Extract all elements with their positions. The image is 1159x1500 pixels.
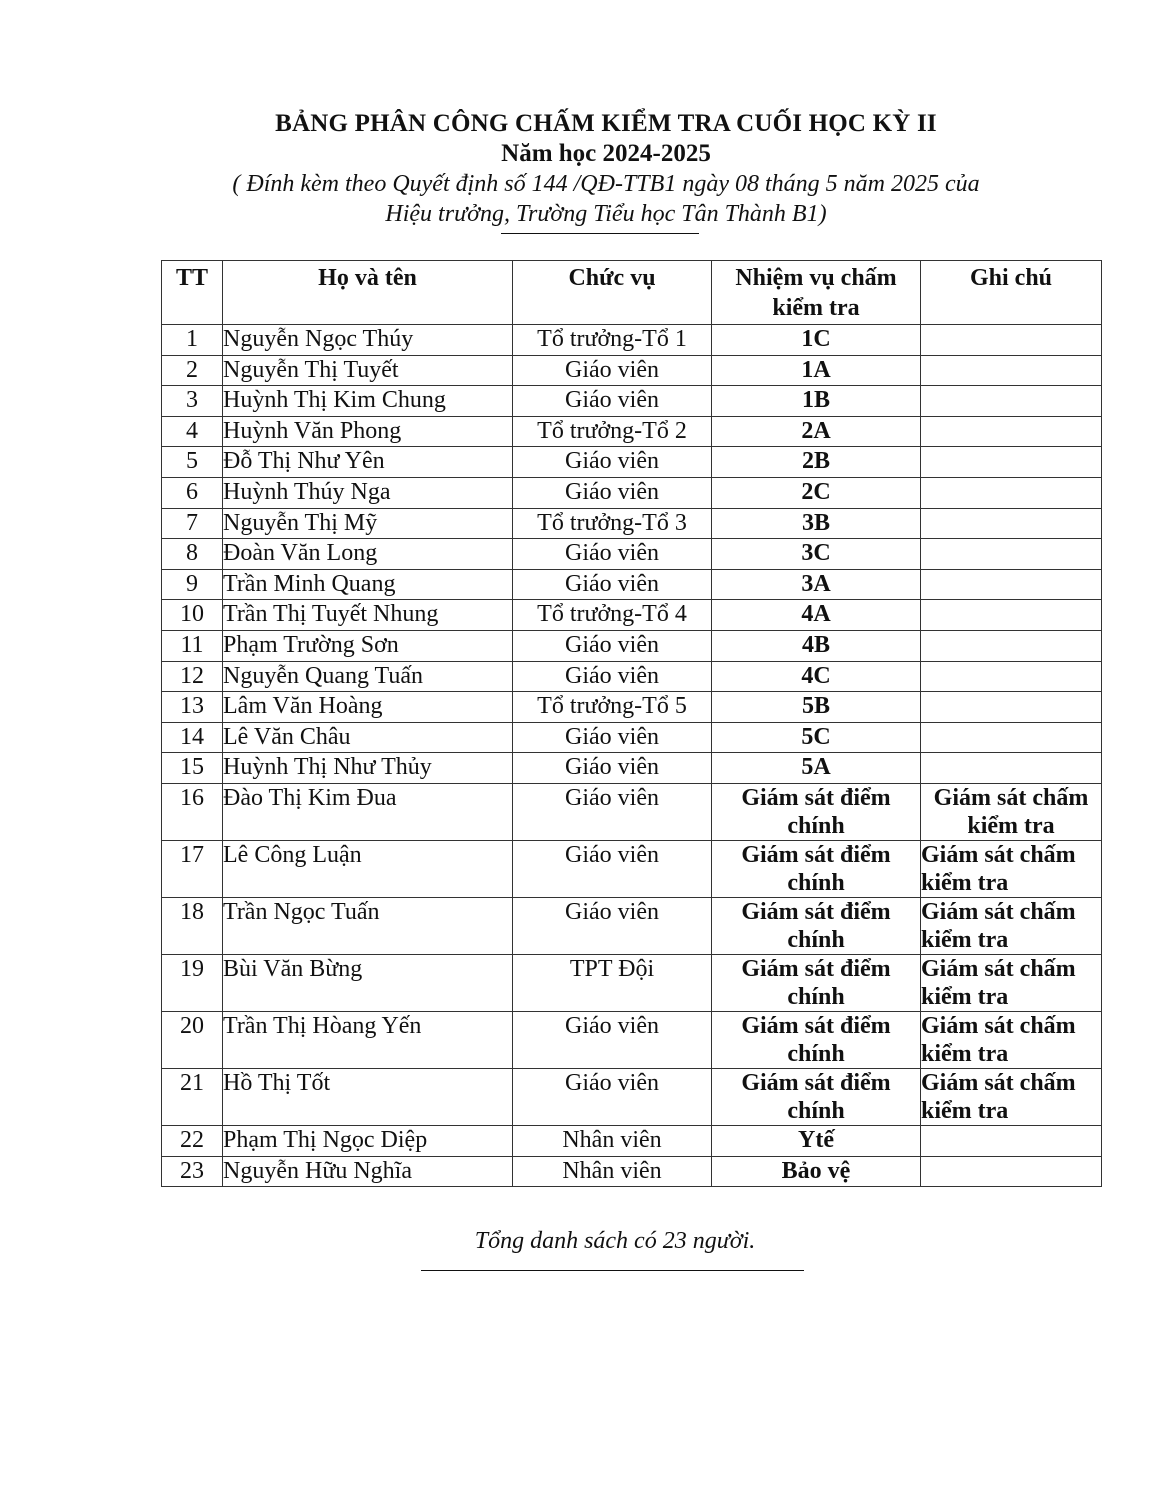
row-number: 11 xyxy=(162,630,223,661)
row-number: 23 xyxy=(162,1156,223,1187)
staff-position: Tổ trưởng-Tổ 2 xyxy=(513,416,712,447)
staff-position: TPT Đội xyxy=(513,954,712,1011)
staff-position: Giáo viên xyxy=(513,386,712,417)
staff-name: Nguyễn Ngọc Thúy xyxy=(223,325,513,356)
grading-task: Bảo vệ xyxy=(712,1156,921,1187)
staff-name: Nguyễn Hữu Nghĩa xyxy=(223,1156,513,1187)
header-task: Nhiệm vụ chấm kiểm tra xyxy=(712,261,921,325)
staff-name: Nguyễn Quang Tuấn xyxy=(223,661,513,692)
staff-position: Giáo viên xyxy=(513,1068,712,1125)
header-note: Ghi chú xyxy=(921,261,1102,325)
staff-name: Lâm Văn Hoàng xyxy=(223,692,513,723)
row-number: 3 xyxy=(162,386,223,417)
table-row xyxy=(162,1068,1102,1125)
table-row xyxy=(162,569,1102,600)
grading-task: 2C xyxy=(712,477,921,508)
table-row xyxy=(162,508,1102,539)
grading-task: 5B xyxy=(712,692,921,723)
grading-task: Giám sát điểm chính xyxy=(712,1011,921,1068)
row-number: 4 xyxy=(162,416,223,447)
note-cell xyxy=(921,600,1102,631)
table-row xyxy=(162,840,1102,897)
school-year: Năm học 2024-2025 xyxy=(501,140,711,167)
note-cell: Giám sát chấm kiểm tra xyxy=(921,1068,1102,1125)
grading-task: 2A xyxy=(712,416,921,447)
staff-position: Giáo viên xyxy=(513,1011,712,1068)
grading-task: 3C xyxy=(712,539,921,570)
header-position: Chức vụ xyxy=(513,261,712,325)
row-number: 15 xyxy=(162,753,223,784)
row-number: 10 xyxy=(162,600,223,631)
table-row xyxy=(162,355,1102,386)
note-cell: Giám sát chấm kiểm tra xyxy=(921,954,1102,1011)
table-row xyxy=(162,897,1102,954)
row-number: 14 xyxy=(162,722,223,753)
staff-name: Nguyễn Thị Tuyết xyxy=(223,355,513,386)
staff-name: Hồ Thị Tốt xyxy=(223,1068,513,1125)
staff-position: Giáo viên xyxy=(513,783,712,840)
staff-position: Nhân viên xyxy=(513,1125,712,1156)
staff-position: Tổ trưởng-Tổ 3 xyxy=(513,508,712,539)
staff-position: Giáo viên xyxy=(513,569,712,600)
note-cell: Giám sát chấm kiểm tra xyxy=(921,1011,1102,1068)
staff-name: Trần Minh Quang xyxy=(223,569,513,600)
footer-divider xyxy=(421,1270,804,1271)
row-number: 2 xyxy=(162,355,223,386)
table-row xyxy=(162,386,1102,417)
table-row xyxy=(162,661,1102,692)
staff-name: Đoàn Văn Long xyxy=(223,539,513,570)
table-row xyxy=(162,1125,1102,1156)
grading-task: 3A xyxy=(712,569,921,600)
staff-position: Giáo viên xyxy=(513,630,712,661)
table-row xyxy=(162,692,1102,723)
row-number: 9 xyxy=(162,569,223,600)
note-cell xyxy=(921,355,1102,386)
note-cell xyxy=(921,661,1102,692)
staff-name: Đào Thị Kim Đua xyxy=(223,783,513,840)
staff-name: Đỗ Thị Như Yên xyxy=(223,447,513,478)
row-number: 13 xyxy=(162,692,223,723)
staff-name: Trần Thị Tuyết Nhung xyxy=(223,600,513,631)
staff-position: Giáo viên xyxy=(513,477,712,508)
staff-position: Tổ trưởng-Tổ 4 xyxy=(513,600,712,631)
document-title: BẢNG PHÂN CÔNG CHẤM KIỂM TRA CUỐI HỌC KỲ II xyxy=(275,110,937,137)
grading-task: Giám sát điểm chính xyxy=(712,897,921,954)
grading-task: Giám sát điểm chính xyxy=(712,954,921,1011)
attachment-line-2: Hiệu trưởng, Trường Tiểu học Tân Thành B1) xyxy=(385,201,827,227)
staff-name: Phạm Thị Ngọc Diệp xyxy=(223,1125,513,1156)
staff-position: Tổ trưởng-Tổ 1 xyxy=(513,325,712,356)
grading-task: 2B xyxy=(712,447,921,478)
staff-position: Giáo viên xyxy=(513,897,712,954)
note-cell xyxy=(921,325,1102,356)
staff-name: Lê Công Luận xyxy=(223,840,513,897)
table-row xyxy=(162,325,1102,356)
table-row xyxy=(162,1011,1102,1068)
note-cell xyxy=(921,753,1102,784)
row-number: 21 xyxy=(162,1068,223,1125)
staff-name: Huỳnh Thúy Nga xyxy=(223,477,513,508)
note-cell xyxy=(921,539,1102,570)
grading-task: 4B xyxy=(712,630,921,661)
row-number: 16 xyxy=(162,783,223,840)
staff-position: Giáo viên xyxy=(513,539,712,570)
grading-task: Giám sát điểm chính xyxy=(712,783,921,840)
grading-task: 4A xyxy=(712,600,921,631)
staff-position: Giáo viên xyxy=(513,840,712,897)
note-cell xyxy=(921,477,1102,508)
table-row xyxy=(162,477,1102,508)
grading-task: 1C xyxy=(712,325,921,356)
note-cell xyxy=(921,386,1102,417)
grading-task: 3B xyxy=(712,508,921,539)
note-cell xyxy=(921,692,1102,723)
staff-position: Giáo viên xyxy=(513,753,712,784)
header-divider xyxy=(501,233,699,234)
row-number: 7 xyxy=(162,508,223,539)
table-row xyxy=(162,753,1102,784)
note-cell xyxy=(921,1125,1102,1156)
note-cell xyxy=(921,447,1102,478)
note-cell xyxy=(921,1156,1102,1187)
staff-name: Bùi Văn Bừng xyxy=(223,954,513,1011)
grading-task: 1A xyxy=(712,355,921,386)
staff-name: Huỳnh Thị Kim Chung xyxy=(223,386,513,417)
table-row xyxy=(162,600,1102,631)
table-row xyxy=(162,1156,1102,1187)
staff-name: Nguyễn Thị Mỹ xyxy=(223,508,513,539)
row-number: 5 xyxy=(162,447,223,478)
attachment-line-1: ( Đính kèm theo Quyết định số 144 /QĐ-TTB1 ngày 08 tháng 5 năm 2025 của xyxy=(232,171,980,197)
note-cell xyxy=(921,722,1102,753)
document-header xyxy=(0,108,1159,229)
staff-position: Giáo viên xyxy=(513,661,712,692)
note-cell xyxy=(921,508,1102,539)
assignment-table xyxy=(161,260,1102,1187)
row-number: 12 xyxy=(162,661,223,692)
row-number: 17 xyxy=(162,840,223,897)
table-header-row xyxy=(162,261,1102,325)
table-row xyxy=(162,416,1102,447)
row-number: 19 xyxy=(162,954,223,1011)
note-cell xyxy=(921,569,1102,600)
staff-name: Lê Văn Châu xyxy=(223,722,513,753)
row-number: 1 xyxy=(162,325,223,356)
staff-position: Tổ trưởng-Tổ 5 xyxy=(513,692,712,723)
staff-position: Giáo viên xyxy=(513,447,712,478)
note-cell xyxy=(921,416,1102,447)
grading-task: 5C xyxy=(712,722,921,753)
staff-name: Huỳnh Thị Như Thủy xyxy=(223,753,513,784)
note-cell: Giám sát chấm kiểm tra xyxy=(921,897,1102,954)
grading-task: 4C xyxy=(712,661,921,692)
table-row xyxy=(162,783,1102,840)
table-body xyxy=(162,325,1102,1187)
staff-name: Huỳnh Văn Phong xyxy=(223,416,513,447)
staff-name: Trần Ngọc Tuấn xyxy=(223,897,513,954)
row-number: 18 xyxy=(162,897,223,954)
note-cell xyxy=(921,630,1102,661)
header-tt: TT xyxy=(162,261,223,325)
row-number: 8 xyxy=(162,539,223,570)
staff-name: Phạm Trường Sơn xyxy=(223,630,513,661)
table-row xyxy=(162,722,1102,753)
table-row xyxy=(162,447,1102,478)
total-count: Tổng danh sách có 23 người. xyxy=(474,1228,756,1254)
staff-name: Trần Thị Hòang Yến xyxy=(223,1011,513,1068)
staff-position: Giáo viên xyxy=(513,722,712,753)
row-number: 20 xyxy=(162,1011,223,1068)
header-name: Họ và tên xyxy=(223,261,513,325)
grading-task: 1B xyxy=(712,386,921,417)
staff-position: Giáo viên xyxy=(513,355,712,386)
staff-position: Nhân viên xyxy=(513,1156,712,1187)
table-row xyxy=(162,539,1102,570)
row-number: 22 xyxy=(162,1125,223,1156)
note-cell: Giám sát chấm kiểm tra xyxy=(921,840,1102,897)
grading-task: 5A xyxy=(712,753,921,784)
table-row xyxy=(162,954,1102,1011)
table-row xyxy=(162,630,1102,661)
grading-task: Ytế xyxy=(712,1125,921,1156)
row-number: 6 xyxy=(162,477,223,508)
grading-task: Giám sát điểm chính xyxy=(712,840,921,897)
grading-task: Giám sát điểm chính xyxy=(712,1068,921,1125)
note-cell: Giám sát chấm kiểm tra xyxy=(921,783,1102,840)
